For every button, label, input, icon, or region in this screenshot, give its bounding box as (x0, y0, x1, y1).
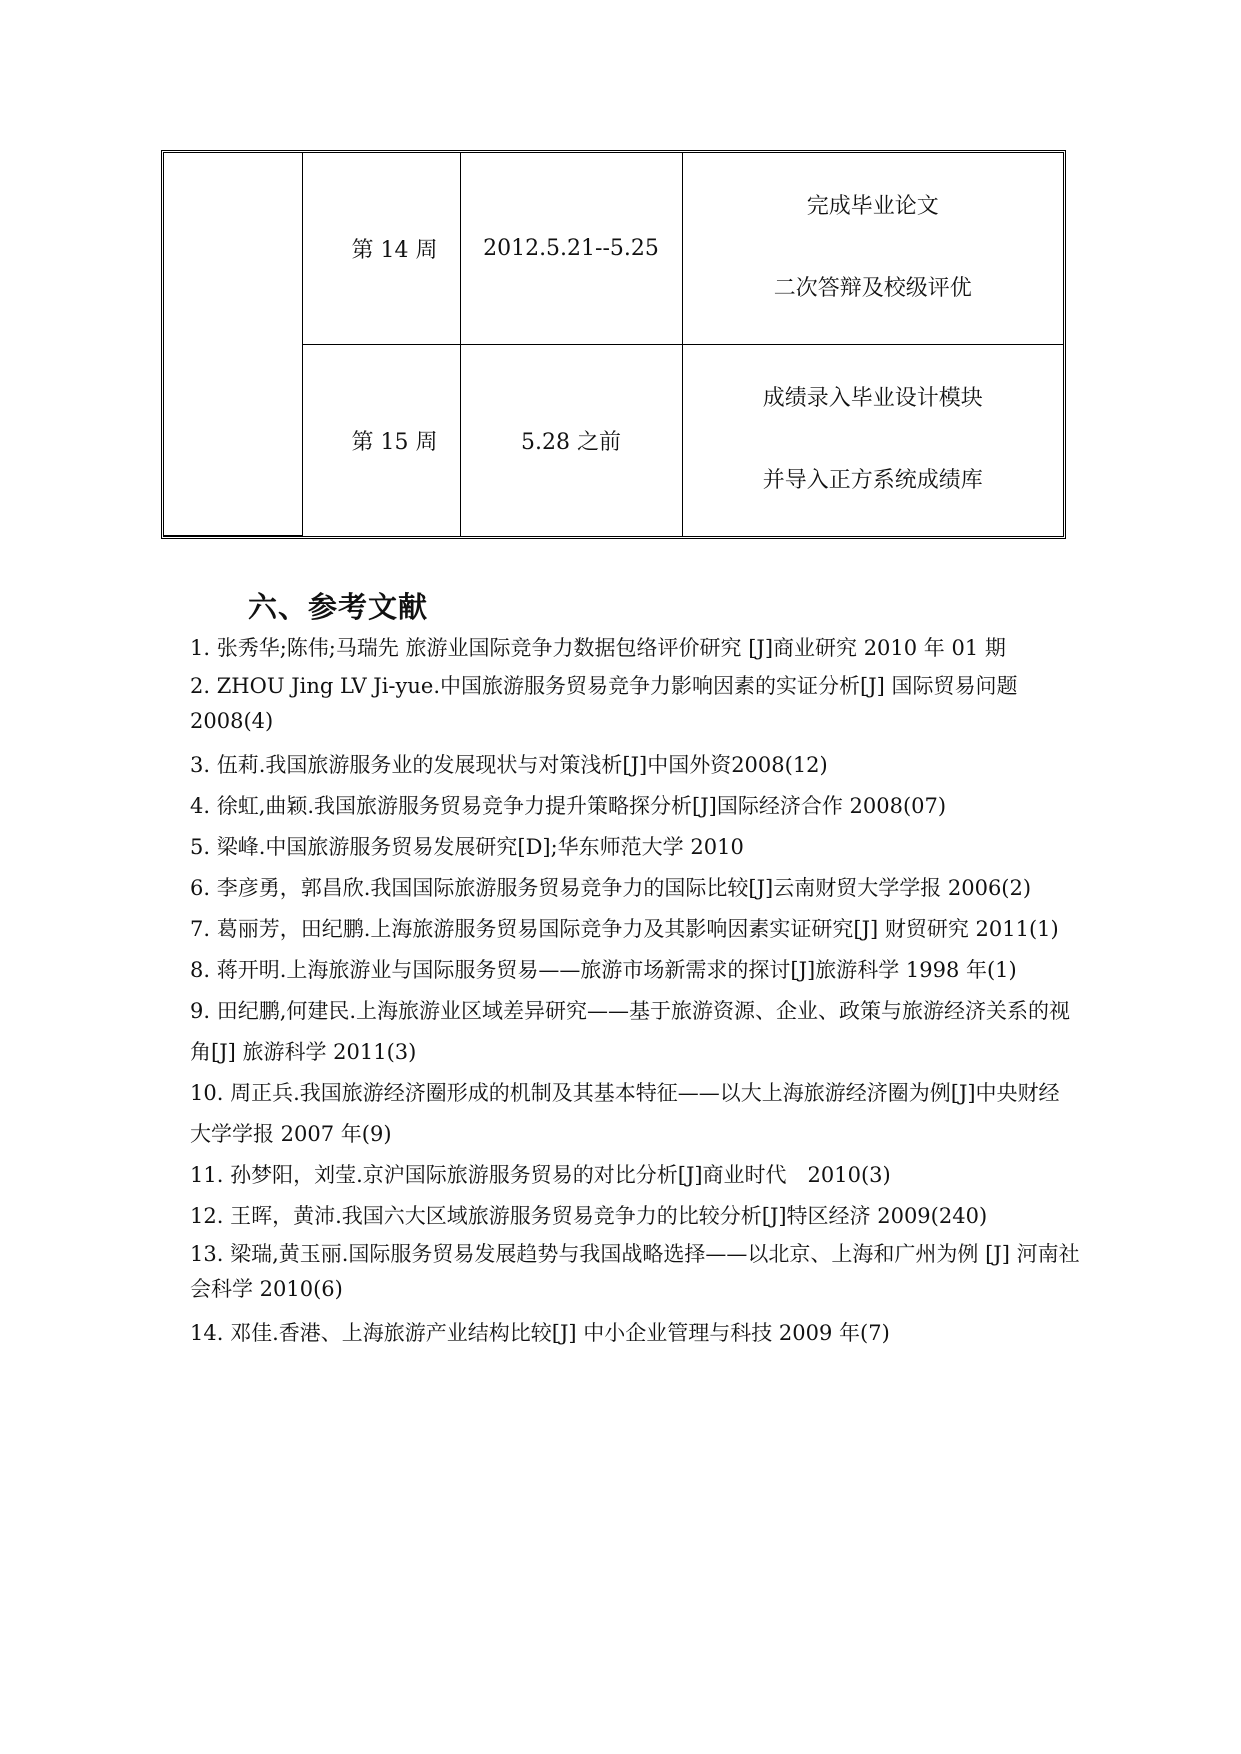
reference-item: 12. 王晖，黄沛.我国六大区域旅游服务贸易竞争力的比较分析[J]特区经济 2009(240) (190, 1204, 988, 1228)
date-cell: 2012.5.21--5.25 (460, 153, 682, 344)
task-line: 并导入正方系统成绩库 (762, 468, 983, 494)
reference-item: 4. 徐虹,曲颖.我国旅游服务贸易竞争力提升策略探分析[J]国际经济合作 2008(07) (190, 794, 947, 818)
reference-item: 6. 李彦勇，郭昌欣.我国国际旅游服务贸易竞争力的国际比较[J]云南财贸大学学报 2006(2) (190, 876, 1032, 900)
reference-item: 5. 梁峰.中国旅游服务贸易发展研究[D];华东师范大学 2010 (190, 835, 744, 859)
reference-item: 10. 周正兵.我国旅游经济圈形成的机制及其基本特征——以大上海旅游经济圈为例[J]中央财经大学学报 2007 年(9) (190, 1081, 1060, 1146)
section-title: 六、参考文献 (248, 590, 429, 624)
reference-item: 3. 伍莉.我国旅游服务业的发展现状与对策浅析[J]中国外资2008(12) (190, 753, 828, 777)
task-cell (682, 344, 1063, 535)
reference-item: 14. 邓佳.香港、上海旅游产业结构比较[J] 中小企业管理与科技 2009 年(7) (190, 1321, 890, 1345)
task-line: 成绩录入毕业设计模块 (762, 385, 983, 411)
reference-item: 8. 蒋开明.上海旅游业与国际服务贸易——旅游市场新需求的探讨[J]旅游科学 1998 年(1) (190, 958, 1017, 982)
reference-item: 9. 田纪鹏,何建民.上海旅游业区域差异研究——基于旅游资源、企业、政策与旅游经济关系的视角[J] 旅游科学 2011(3) (190, 999, 1071, 1064)
week-cell: 第 15 周 (302, 344, 460, 535)
reference-list (190, 628, 1080, 1354)
reference-item: 7. 葛丽芳，田纪鹏.上海旅游服务贸易国际竞争力及其影响因素实证研究[J] 财贸研究 2011(1) (190, 917, 1059, 941)
task-line: 二次答辩及校级评优 (773, 276, 972, 302)
reference-item: 2. ZHOU Jing LV Ji-yue.中国旅游服务贸易竞争力影响因素的实证分析[J] 国际贸易问题 2008(4) (190, 674, 1018, 733)
date-cell: 5.28 之前 (460, 344, 682, 535)
stage-cell (164, 153, 302, 536)
reference-item: 11. 孙梦阳，刘莹.京沪国际旅游服务贸易的对比分析[J]商业时代 2010(3) (190, 1163, 891, 1187)
reference-item: 13. 梁瑞,黄玉丽.国际服务贸易发展趋势与我国战略选择——以北京、上海和广州为例 [J] 河南社会科学 2010(6) (190, 1242, 1080, 1301)
task-cell (682, 153, 1063, 344)
schedule-row (164, 153, 1063, 344)
schedule-table (161, 150, 1066, 539)
week-cell: 第 14 周 (302, 153, 460, 344)
task-line: 完成毕业论文 (806, 193, 939, 219)
reference-item: 1. 张秀华;陈伟;马瑞先 旅游业国际竞争力数据包络评价研究 [J]商业研究 2010 年 01 期 (190, 636, 1006, 660)
